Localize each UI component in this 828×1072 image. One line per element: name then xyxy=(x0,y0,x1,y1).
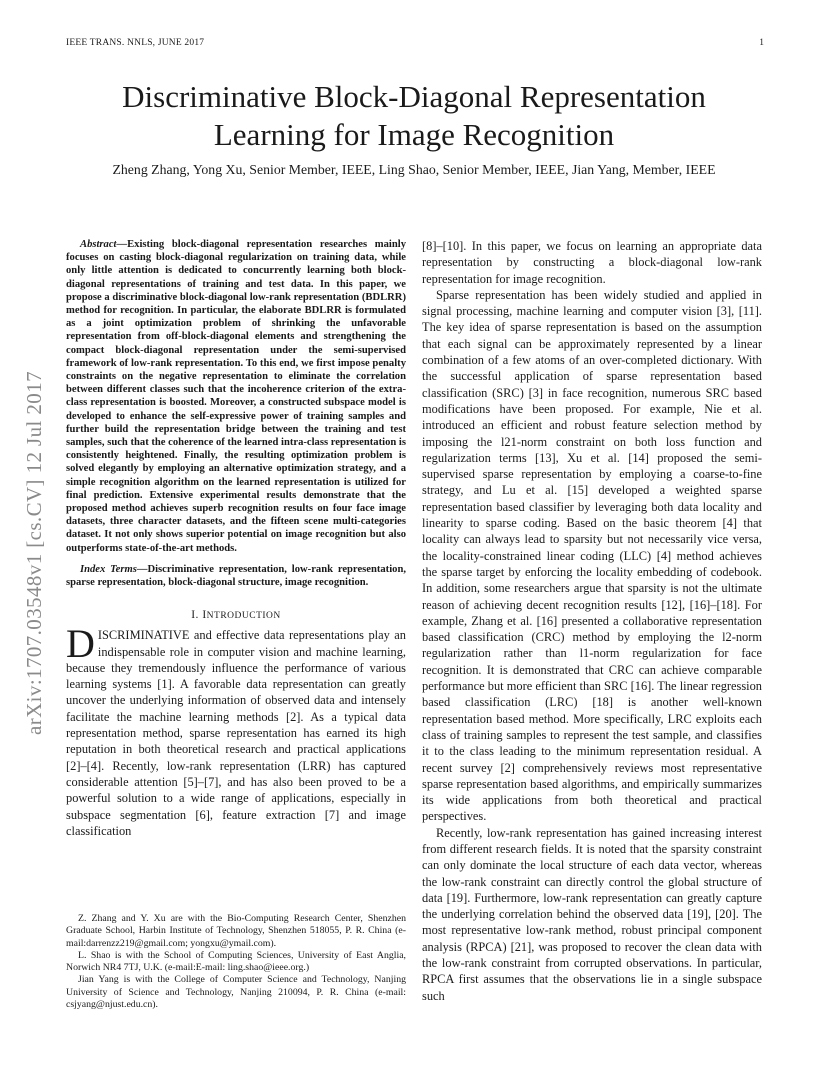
index-terms-label: Index Terms xyxy=(80,563,137,575)
index-terms-text: —Discriminative representation, low-rank representation, sparse representation, block-diagonal structure, image recognition. xyxy=(66,563,406,589)
index-terms xyxy=(66,563,406,589)
body-paragraph: Recently, low-rank representation has gained increasing interest from different research fields. It is noted that the sparsity constraint can only dominate the local structure of each data vector, whereas the low-rank constraint can directly control the global structure of data [19]. Furthermore, low-rank representation can greatly capture the underlying correlation behind the observed data [19], [20]. The most representative low-rank method, robust principal component analysis (RPCA) [21], was proposed to recover the clean data with the low-rank constraint from corrupted observations. In particular, RPCA first assumes that the observations lie in a single subspace such xyxy=(422,825,762,1003)
body-paragraph: [8]–[10]. In this paper, we focus on learning an appropriate data representation by constructing a block-diagonal low-rank representation for image recognition. xyxy=(422,239,762,286)
right-column xyxy=(422,238,762,1004)
arxiv-stamp: arXiv:1707.03548v1 [cs.CV] 12 Jul 2017 xyxy=(22,370,46,735)
section-title-initial: I xyxy=(202,609,207,622)
abstract xyxy=(66,238,406,555)
left-column xyxy=(66,238,406,839)
body-paragraph: Sparse representation has been widely studied and applied in signal processing, machine learning and computer vision [3], [11]. The key idea of sparse representation is based on the assumption that each signal can be approximately represented by a linear combination of a few atoms of an over-completed dictionary. With the successful application of sparse representation based classification (SRC) [3] in face recognition, numerous SRC based modifications have been proposed. For example, Nie et al. introduced an efficient and robust feature selection method by imposing the l21-norm constraint on both loss function and regularization terms [13], Xu et al. [14] proposed the semi-supervised sparse representation by employing a coarse-to-fine strategy, and Lu et al. [15] developed a weighted sparse representation based classifier by leveraging both data locality and linearity to sparse coding. Based on the basic theorem [4] that locality can always lead to sparsity but not necessarily vice versa, the locality-constrained linear coding (LLC) [4] method achieves the sparse target by enforcing the locality embedding of codebook. In addition, some researchers argue that sparsity is not the ultimate reason of achieving decent recognition results [12], [16]–[18]. For example, Zhang et al. [16] presented a collaborative representation based classification (CRC) method by employing the l2-norm regularization rather than l1-norm regularization for face recognition. It is demonstrated that CRC can achieve comparable performance but more efficient than SRC [16]. The linear regression based classification (LRC) [18] is another well-known representation based method. More specifically, LRC exploits each class of training samples to represent the test sample, and classifies it to the class leading to the minimum representation residual. A recent survey [2] comprehensively reviews most representative sparse representation based algorithms, and empirically summarizes its wide applications from both theoretical and practical perspectives. xyxy=(422,287,762,824)
intro-text: ISCRIMINATIVE and effective data representations play an indispensable role in computer vision and machine learning, because they tremendously influence the performance of various learning systems [1]. A favorable data representation can greatly uncover the underlying information of observed data and intensely facilitate the machine learning methods [2]. As a typical data representation method, sparse representation has earned its high reputation in both theoretical research and practical applications [2]–[4]. Recently, low-rank representation (LRR) has captured considerable attention [5]–[7], and has also been proved to be a powerful solution to a wide range of applications, especially in subspace segmentation [6], feature extraction [7] and image classification xyxy=(66,628,406,838)
section-heading xyxy=(66,609,406,621)
footnote: L. Shao is with the School of Computing Sciences, University of East Anglia, Norwich NR4 7TJ, U.K. (e-mail:E-mail: ling.shao@ieee.org.) xyxy=(66,949,406,974)
drop-cap: D xyxy=(66,621,95,667)
section-title-rest: NTRODUCTION xyxy=(206,611,281,622)
footnote: Z. Zhang and Y. Xu are with the Bio-Computing Research Center, Shenzhen Graduate School, Harbin Institute of Technology, Shenzhen 518055, P. R. China (e-mail:darrenzz219@gmail.com; yongxu@ymail.com). xyxy=(66,913,406,949)
intro-paragraph xyxy=(66,621,406,839)
abstract-label: Abstract xyxy=(80,239,117,250)
page-number: 1 xyxy=(759,38,764,48)
author-list: Zheng Zhang, Yong Xu, Senior Member, IEEE, Ling Shao, Senior Member, IEEE, Jian Yang, Member, IEEE xyxy=(112,162,716,177)
paper-title: Discriminative Block-Diagonal Representation Learning for Image Recognition xyxy=(122,79,706,152)
abstract-text: —Existing block-diagonal representation researches mainly focuses on casting block-diagonal regularization on training data, while only little attention is dedicated to concurrently learning both block-diagonal representations of training and test data. In this paper, we propose a discriminative block-diagonal low-rank representation (BDLRR) method for recognition. In particular, the elaborate BDLRR is formulated as a joint optimization problem of shrinking the unfavorable representation from off-block-diagonal elements and strengthening the compact block-diagonal representation under the semi-supervised framework of low-rank representation. To this end, we first impose penalty constraints on the negative representation to eliminate the correlation between different classes such that the incoherence criterion of the extra-class representation is boosted. Moreover, a constructed subspace model is developed to enhance the self-expressive power of training samples and further build the representation bridge between the training and test samples, such that the coherence of the learned intra-class representation is consistently heightened. Finally, the resulting optimization problem is solved elegantly by employing an alternative optimization strategy, and a simple recognition algorithm on the learned representation is utilized for final prediction. Extensive experimental results demonstrate that the proposed method achieves superb recognition results on four face image datasets, three character datasets, and the fifteen scene multi-categories dataset. It not only shows superior potential on image recognition but also outperforms state-of-the-art methods. xyxy=(66,239,406,554)
running-header: IEEE TRANS. NNLS, JUNE 2017 xyxy=(66,38,205,48)
footnotes xyxy=(66,913,406,1011)
footnote: Jian Yang is with the College of Computer Science and Technology, Nanjing University of Science and Technology, Nanjing 210094, P. R. China (e-mail: csjyang@njust.edu.cn). xyxy=(66,974,406,1011)
section-numeral: I. xyxy=(191,609,199,622)
